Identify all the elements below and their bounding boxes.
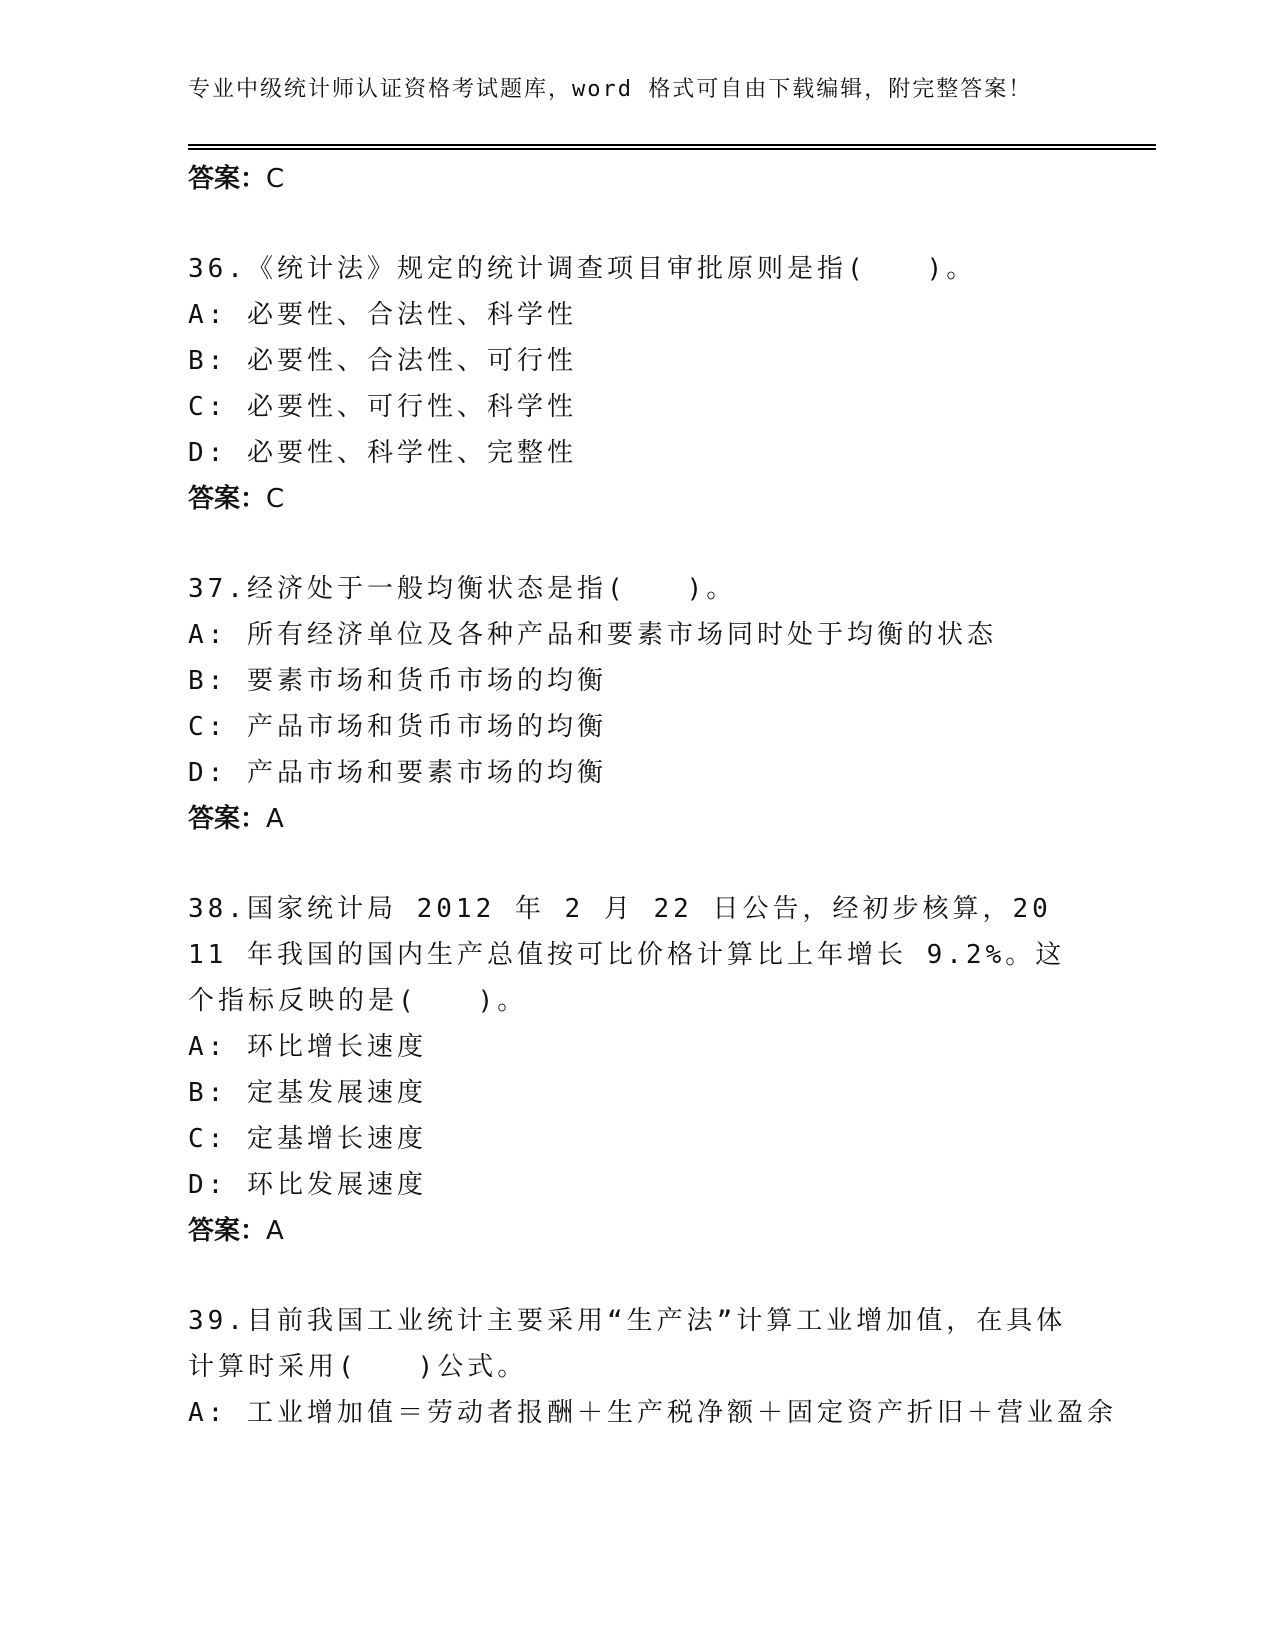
question-36 xyxy=(188,246,1088,522)
option-b: B: 要素市场和货币市场的均衡 xyxy=(188,666,607,696)
question-stem: 36.《统计法》规定的统计调查项目审批原则是指( )。 xyxy=(188,254,977,284)
question-39 xyxy=(188,1298,1117,1436)
option-c: C: 必要性、可行性、科学性 xyxy=(188,392,577,422)
option-c: C: 产品市场和货币市场的均衡 xyxy=(188,712,607,742)
header-rule-bottom xyxy=(188,148,1156,150)
option-d: D: 必要性、科学性、完整性 xyxy=(188,438,577,468)
option-a: A: 必要性、合法性、科学性 xyxy=(188,300,577,330)
answer-line: 答案：C xyxy=(188,164,285,194)
question-list xyxy=(188,156,1117,1436)
option-a: A: 工业增加值＝劳动者报酬＋生产税净额＋固定资产折旧＋营业盈余 xyxy=(188,1398,1117,1428)
option-b: B: 定基发展速度 xyxy=(188,1078,427,1108)
answer-line: 答案：A xyxy=(188,804,284,834)
question-stem: 38.国家统计局 2012 年 2 月 22 日公告，经初步核算，2011 年我国的国内生产总值按可比价格计算比上年增长 9.2%。这个指标反映的是( )。 xyxy=(188,894,1066,1016)
question-37 xyxy=(188,566,1088,842)
option-a: A: 环比增长速度 xyxy=(188,1032,427,1062)
header-rule-top xyxy=(188,144,1156,146)
answer-line: 答案：A xyxy=(188,1216,284,1246)
answer-line: 答案：C xyxy=(188,484,285,514)
option-b: B: 必要性、合法性、可行性 xyxy=(188,346,577,376)
option-d: D: 环比发展速度 xyxy=(188,1170,427,1200)
page-header: 专业中级统计师认证资格考试题库，word 格式可自由下载编辑，附完整答案！ xyxy=(188,77,1033,102)
option-d: D: 产品市场和要素市场的均衡 xyxy=(188,758,607,788)
question-stem: 39.目前我国工业统计主要采用“生产法”计算工业增加值，在具体计算时采用( )公式。 xyxy=(188,1306,1067,1382)
option-a: A: 所有经济单位及各种产品和要素市场同时处于均衡的状态 xyxy=(188,620,997,650)
option-c: C: 定基增长速度 xyxy=(188,1124,427,1154)
question-38 xyxy=(188,886,1088,1254)
question-stem: 37.经济处于一般均衡状态是指( )。 xyxy=(188,574,737,604)
